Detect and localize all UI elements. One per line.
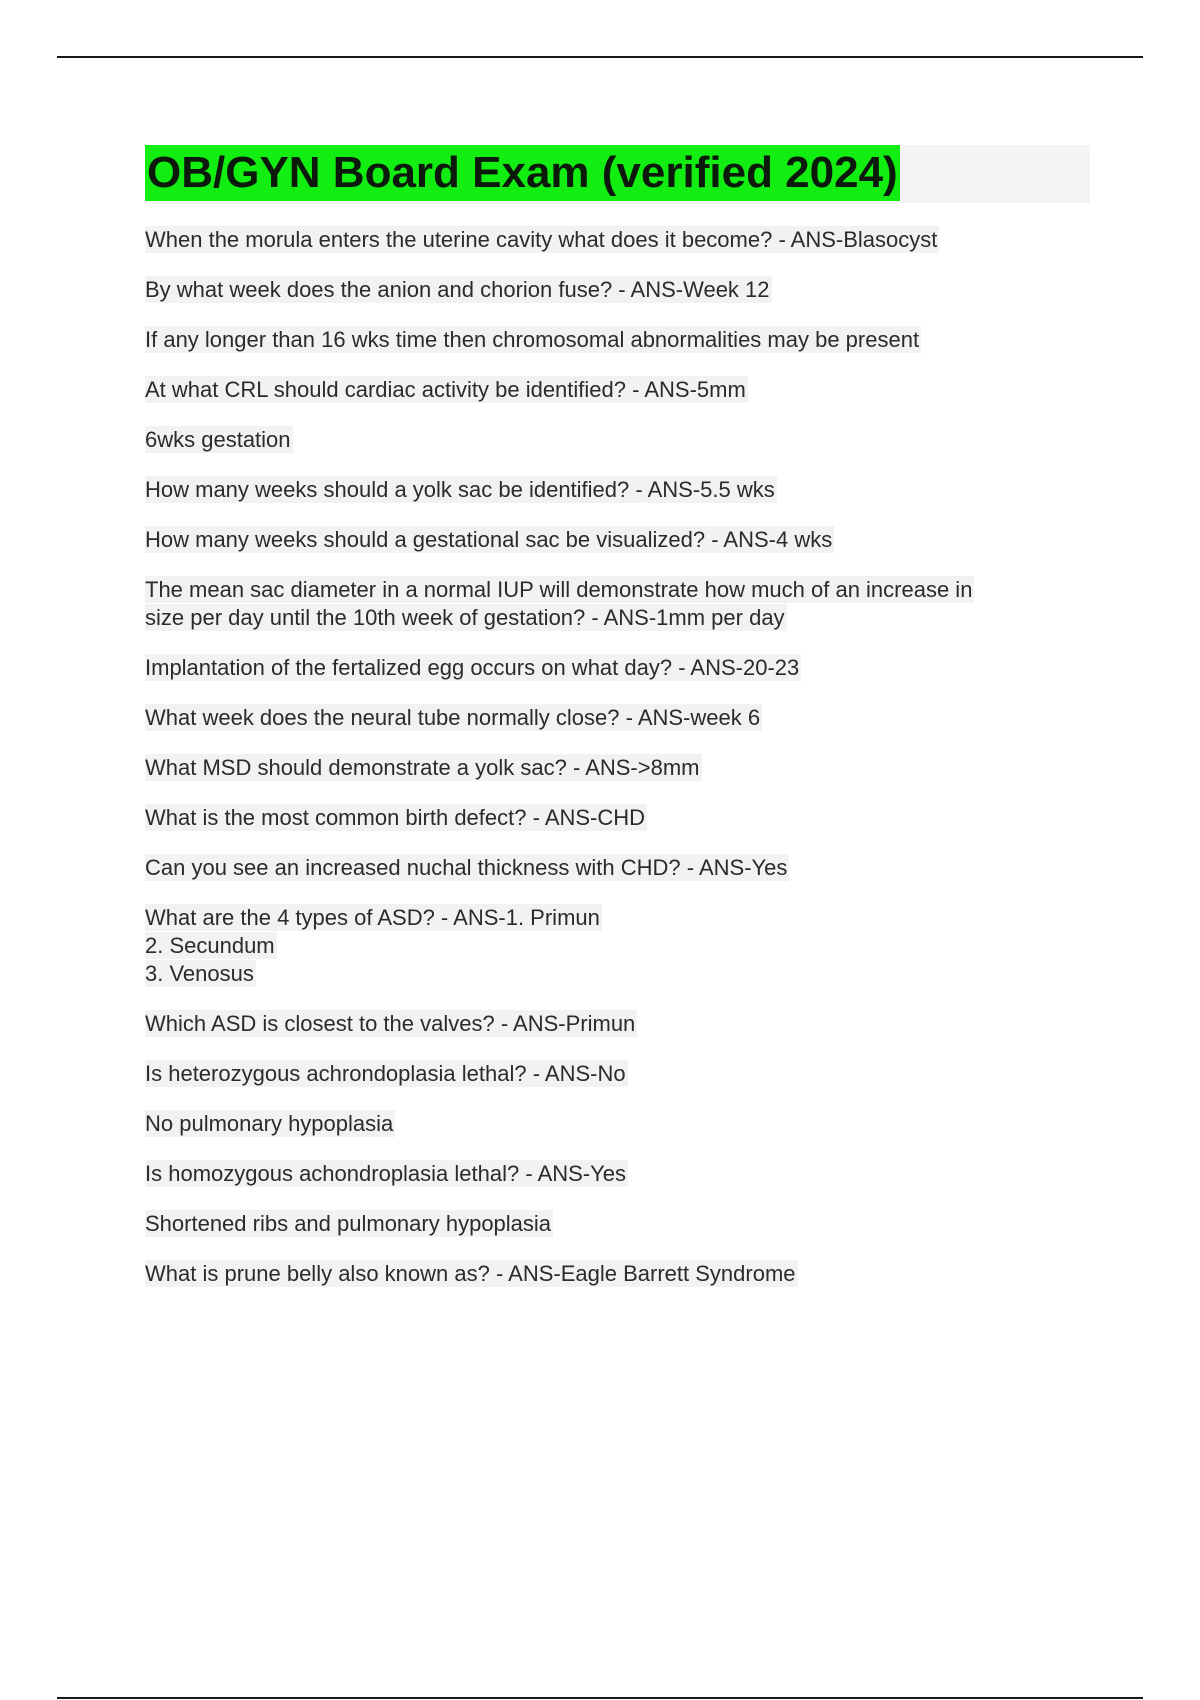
qa-entry-line — [145, 576, 1105, 604]
qa-entry-text: By what week does the anion and chorion fuse? - ANS-Week 12 — [145, 277, 770, 302]
qa-entry-text: The mean sac diameter in a normal IUP will demonstrate how much of an increase in — [145, 577, 973, 602]
qa-entry-text: What are the 4 types of ASD? - ANS-1. Primun — [145, 905, 600, 930]
qa-entry — [145, 376, 1105, 404]
qa-entry-text: How many weeks should a gestational sac be visualized? - ANS-4 wks — [145, 527, 833, 552]
qa-entry-line — [145, 960, 1105, 988]
qa-entry-text: Is homozygous achondroplasia lethal? - ANS-Yes — [145, 1161, 627, 1186]
qa-entry-line — [145, 1010, 1105, 1038]
qa-entry — [145, 1060, 1105, 1088]
qa-entry-line — [145, 654, 1105, 682]
qa-entry-text: What is the most common birth defect? - ANS-CHD — [145, 805, 646, 830]
qa-entry — [145, 704, 1105, 732]
qa-entry-line — [145, 476, 1105, 504]
qa-entry-text: 3. Venosus — [145, 961, 254, 986]
qa-entry-line — [145, 1260, 1105, 1288]
qa-entry-line — [145, 1210, 1105, 1238]
qa-entry — [145, 1160, 1105, 1188]
qa-entry-text: What MSD should demonstrate a yolk sac? - ANS->8mm — [145, 755, 700, 780]
qa-entry-text: No pulmonary hypoplasia — [145, 1111, 394, 1136]
qa-entry-text: Can you see an increased nuchal thickness with CHD? - ANS-Yes — [145, 855, 788, 880]
qa-entry-line — [145, 276, 1105, 304]
qa-list — [145, 226, 1105, 1310]
qa-entry-line — [145, 932, 1105, 960]
qa-entry-text: Which ASD is closest to the valves? - ANS-Primun — [145, 1011, 636, 1036]
qa-entry-text: What week does the neural tube normally close? - ANS-week 6 — [145, 705, 761, 730]
qa-entry — [145, 854, 1105, 882]
qa-entry — [145, 1260, 1105, 1288]
qa-entry — [145, 426, 1105, 454]
qa-entry-text: 6wks gestation — [145, 427, 291, 452]
qa-entry-text: What is prune belly also known as? - ANS-Eagle Barrett Syndrome — [145, 1261, 796, 1286]
qa-entry — [145, 476, 1105, 504]
qa-entry-text: size per day until the 10th week of gestation? - ANS-1mm per day — [145, 605, 785, 630]
footer-rule — [57, 1697, 1143, 1699]
qa-entry — [145, 526, 1105, 554]
qa-entry-line — [145, 604, 1105, 632]
qa-entry-text: How many weeks should a yolk sac be identified? - ANS-5.5 wks — [145, 477, 775, 502]
qa-entry-text: Implantation of the fertalized egg occurs on what day? - ANS-20-23 — [145, 655, 800, 680]
qa-entry — [145, 654, 1105, 682]
qa-entry — [145, 904, 1105, 988]
qa-entry-text: When the morula enters the uterine cavity what does it become? - ANS-Blasocyst — [145, 227, 938, 252]
header-rule — [57, 56, 1143, 58]
qa-entry-line — [145, 904, 1105, 932]
qa-entry-text: Is heterozygous achrondoplasia lethal? - ANS-No — [145, 1061, 626, 1086]
qa-entry-line — [145, 804, 1105, 832]
qa-entry — [145, 326, 1105, 354]
qa-entry — [145, 1210, 1105, 1238]
qa-entry — [145, 1010, 1105, 1038]
qa-entry-line — [145, 376, 1105, 404]
qa-entry-line — [145, 1060, 1105, 1088]
qa-entry — [145, 754, 1105, 782]
qa-entry-line — [145, 854, 1105, 882]
qa-entry — [145, 804, 1105, 832]
qa-entry-line — [145, 1160, 1105, 1188]
document-title: OB/GYN Board Exam (verified 2024) — [145, 145, 900, 201]
qa-entry-line — [145, 426, 1105, 454]
qa-entry-text: At what CRL should cardiac activity be identified? - ANS-5mm — [145, 377, 746, 402]
qa-entry — [145, 1110, 1105, 1138]
qa-entry-line — [145, 526, 1105, 554]
qa-entry-text: If any longer than 16 wks time then chromosomal abnormalities may be present — [145, 327, 920, 352]
qa-entry-line — [145, 326, 1105, 354]
qa-entry — [145, 276, 1105, 304]
qa-entry-line — [145, 754, 1105, 782]
qa-entry-line — [145, 1110, 1105, 1138]
qa-entry — [145, 576, 1105, 632]
qa-entry-line — [145, 704, 1105, 732]
qa-entry-text: Shortened ribs and pulmonary hypoplasia — [145, 1211, 552, 1236]
qa-entry-text: 2. Secundum — [145, 933, 275, 958]
qa-entry-line — [145, 226, 1105, 254]
qa-entry — [145, 226, 1105, 254]
